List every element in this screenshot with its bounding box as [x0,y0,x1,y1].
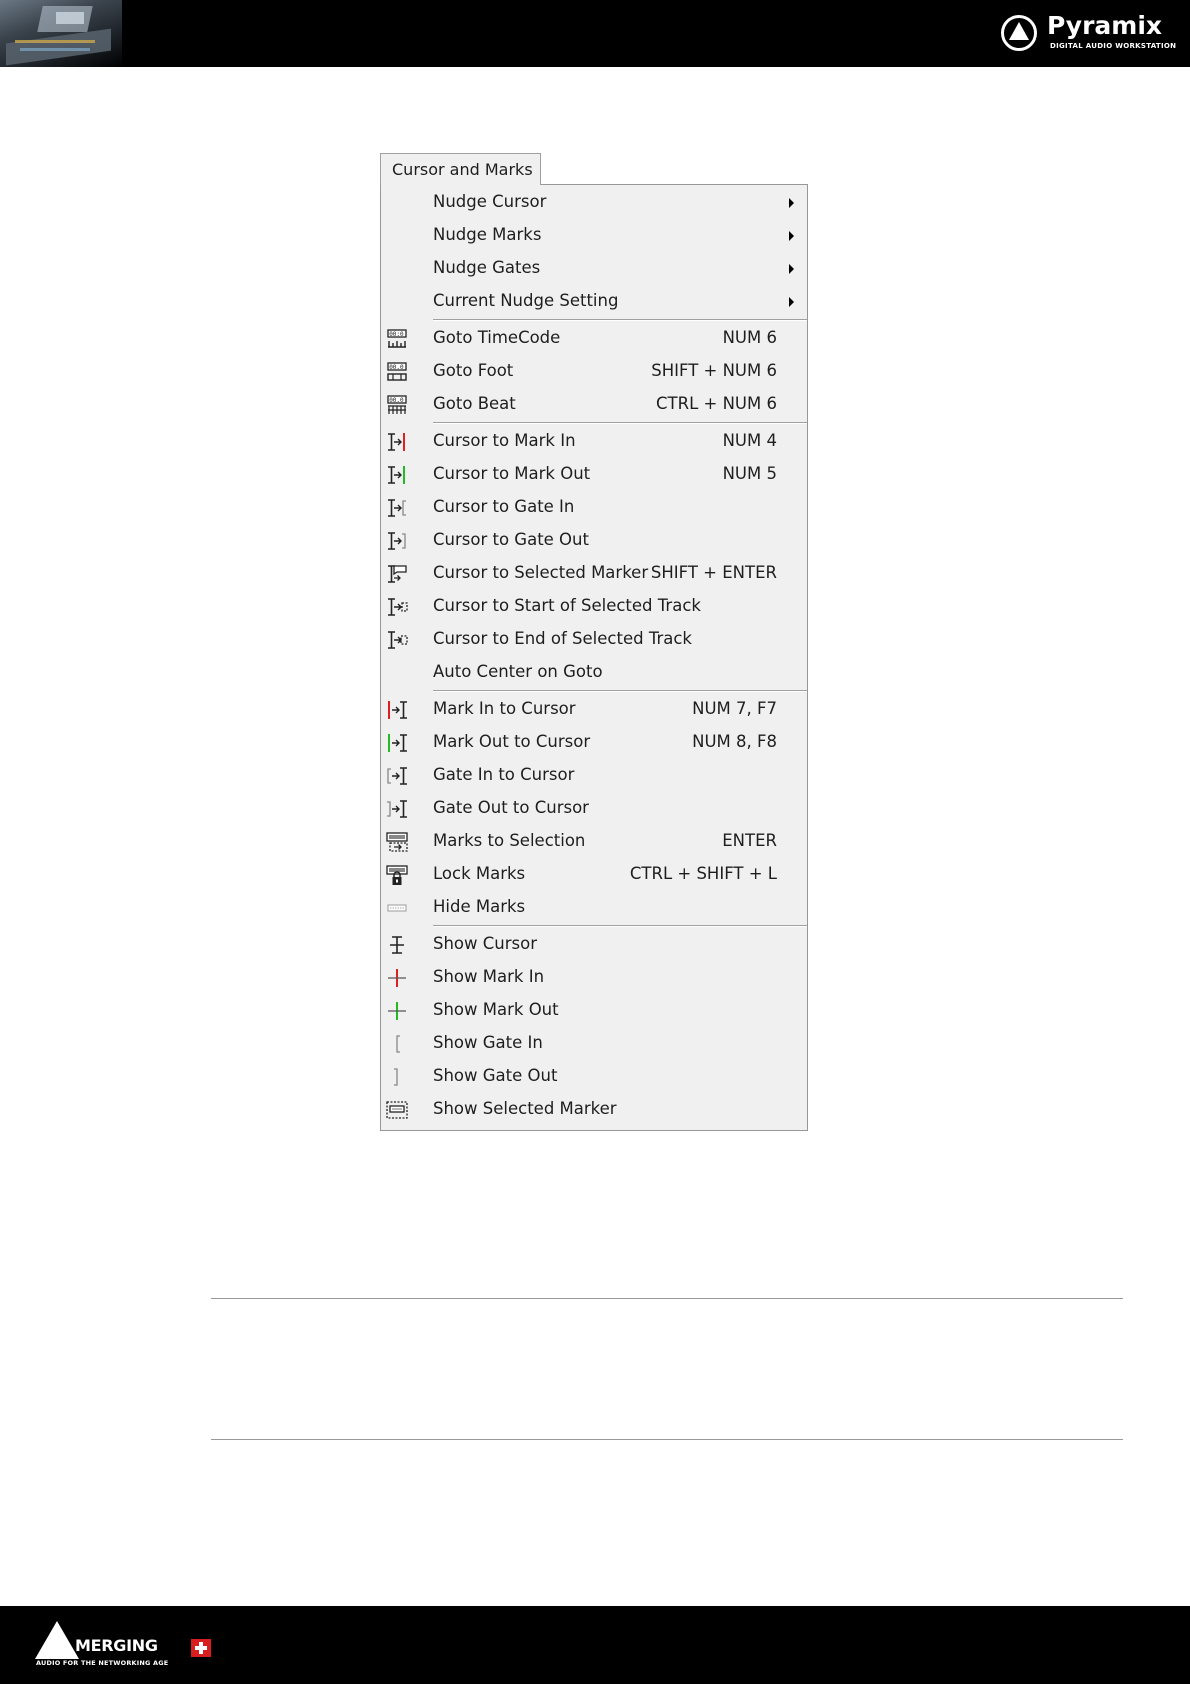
menu-item-goto-foot[interactable] [381,355,807,388]
pyramix-tagline: DIGITAL AUDIO WORKSTATION [1050,42,1177,50]
horizontal-rule [211,1298,1123,1299]
menu-item-label: Lock Marks [433,864,526,883]
menu-item-label: Show Mark Out [433,1000,559,1019]
show-mark-out-icon [385,999,409,1023]
menu-item-shortcut: ENTER [722,831,777,850]
menu-item-lock-marks[interactable] [381,858,807,891]
mark-out-to-cursor-icon [385,731,409,755]
menu-item-label: Show Cursor [433,934,538,953]
cursor-to-mark-out-icon [385,463,409,487]
menu-item-label: Goto Beat [433,394,516,413]
menu-item-label: Mark In to Cursor [433,699,576,718]
menu-item-gate-in-to-cursor[interactable] [381,759,807,792]
menu-item-cursor-to-mark-in[interactable] [381,425,807,458]
menu-item-label: Goto Foot [433,361,514,380]
menu-item-shortcut: SHIFT + NUM 6 [651,361,777,380]
menu-item-label: Current Nudge Setting [433,291,619,310]
show-mark-in-icon [385,966,409,990]
submenu-arrow-icon [789,264,794,274]
menu-item-gate-out-to-cursor[interactable] [381,792,807,825]
goto-beat-icon [385,393,409,417]
cursor-to-gate-out-icon [385,529,409,553]
menu-item-cursor-to-gate-out[interactable] [381,524,807,557]
menu-title-tab[interactable]: Cursor and Marks [380,153,541,185]
menu-item-cursor-to-end-of-selected-track[interactable] [381,623,807,656]
menu-item-label: Show Mark In [433,967,545,986]
menu-item-shortcut: NUM 6 [722,328,777,347]
cursor-to-gate-in-icon [385,496,409,520]
menu-item-marks-to-selection[interactable] [381,825,807,858]
menu-item-auto-center-on-goto[interactable] [381,656,807,689]
menu-item-show-mark-in[interactable] [381,961,807,994]
studio-photo [0,0,122,67]
cursor-to-mark-in-icon [385,430,409,454]
marks-to-selection-icon [385,830,409,854]
menu-item-shortcut: CTRL + SHIFT + L [629,864,777,883]
gate-out-to-cursor-icon [385,797,409,821]
svg-text:00:0: 00:0 [389,331,404,338]
menu-item-show-cursor[interactable] [381,928,807,961]
menu-item-label: Cursor to Mark In [433,431,576,450]
menu-item-cursor-to-selected-marker[interactable] [381,557,807,590]
menu-item-label: Show Gate In [433,1033,543,1052]
menu-item-label: Show Selected Marker [433,1099,617,1118]
menu-item-shortcut: SHIFT + ENTER [650,563,777,582]
menu-item-label: Goto TimeCode [433,328,561,347]
page-header [0,0,1190,67]
horizontal-rule [211,1439,1123,1440]
menu-item-label: Cursor to Selected Marker [433,563,649,582]
menu-item-show-selected-marker[interactable] [381,1093,807,1126]
gate-in-to-cursor-icon [385,764,409,788]
cursor-and-marks-menu [380,184,808,1131]
menu-item-label: Marks to Selection [433,831,586,850]
menu-item-label: Cursor to Gate In [433,497,575,516]
menu-item-mark-in-to-cursor[interactable] [381,693,807,726]
hide-marks-icon [385,896,409,920]
goto-timecode-icon [385,327,409,351]
menu-item-cursor-to-gate-in[interactable] [381,491,807,524]
pyramix-triangle-icon [1000,14,1038,52]
lock-marks-icon [385,863,409,887]
show-selected-marker-icon [385,1098,409,1122]
menu-item-label: Cursor to End of Selected Track [433,629,692,648]
menu-item-hide-marks[interactable] [381,891,807,924]
menu-item-label: Cursor to Start of Selected Track [433,596,701,615]
menu-item-label: Show Gate Out [433,1066,558,1085]
svg-text:00.0: 00.0 [389,364,404,371]
menu-item-label: Nudge Marks [433,225,542,244]
menu-separator [433,925,807,927]
menu-item-shortcut: NUM 8, F8 [692,732,777,751]
menu-item-shortcut: NUM 4 [722,431,777,450]
submenu-arrow-icon [789,198,794,208]
menu-item-nudge-marks[interactable] [381,219,807,252]
menu-item-label: Gate Out to Cursor [433,798,589,817]
show-gate-out-icon [385,1065,409,1089]
submenu-arrow-icon [789,297,794,307]
pyramix-logo [1000,13,1175,55]
menu-item-show-gate-in[interactable] [381,1027,807,1060]
menu-item-label: Gate In to Cursor [433,765,575,784]
menu-item-label: Nudge Cursor [433,192,547,211]
submenu-arrow-icon [789,231,794,241]
menu-separator [433,319,807,321]
merging-logo [35,1621,215,1671]
show-gate-in-icon [385,1032,409,1056]
menu-item-label: Hide Marks [433,897,526,916]
swiss-cross-icon [191,1639,211,1657]
menu-item-label: Auto Center on Goto [433,662,603,681]
cursor-to-track-end-icon [385,628,409,652]
menu-item-current-nudge-setting[interactable] [381,285,807,318]
menu-separator [433,422,807,424]
menu-item-show-mark-out[interactable] [381,994,807,1027]
menu-item-nudge-gates[interactable] [381,252,807,285]
show-cursor-icon [385,933,409,957]
menu-item-label: Cursor to Gate Out [433,530,589,549]
cursor-to-track-start-icon [385,595,409,619]
menu-item-label: Nudge Gates [433,258,541,277]
menu-item-shortcut: NUM 5 [722,464,777,483]
menu-item-goto-beat[interactable] [381,388,807,421]
cursor-to-selected-marker-icon [385,562,409,586]
menu-item-show-gate-out[interactable] [381,1060,807,1093]
menu-item-goto-timecode[interactable] [381,322,807,355]
menu-item-label: Mark Out to Cursor [433,732,591,751]
goto-foot-icon [385,360,409,384]
menu-item-mark-out-to-cursor[interactable] [381,726,807,759]
menu-item-label: Cursor to Mark Out [433,464,591,483]
menu-item-cursor-to-start-of-selected-track[interactable] [381,590,807,623]
merging-triangle-icon [35,1621,79,1661]
menu-separator [433,690,807,692]
svg-text:00.0: 00.0 [389,397,404,404]
mark-in-to-cursor-icon [385,698,409,722]
menu-item-shortcut: NUM 7, F7 [692,699,777,718]
menu-item-nudge-cursor[interactable] [381,186,807,219]
merging-tagline: AUDIO FOR THE NETWORKING AGE [36,1659,169,1667]
menu-item-cursor-to-mark-out[interactable] [381,458,807,491]
menu-item-shortcut: CTRL + NUM 6 [656,394,777,413]
pyramix-wordmark: Pyramix [1047,11,1163,40]
merging-wordmark: MERGING [75,1636,158,1655]
